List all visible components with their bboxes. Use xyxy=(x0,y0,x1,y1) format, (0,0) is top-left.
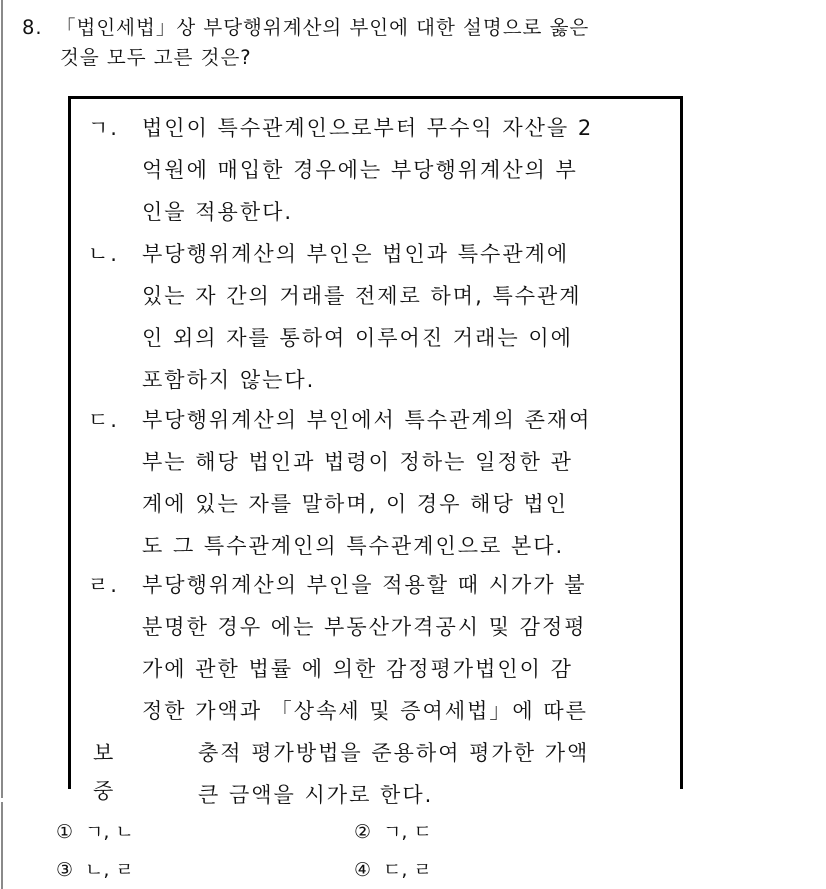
statement-line: 부는 해당 법인과 법령이 정하는 일정한 관 xyxy=(142,450,573,474)
statement-line: 가에 관한 법률 에 의한 감정평가법인이 감 xyxy=(142,657,573,681)
question-text-line2: 것을 모두 고른 것은? xyxy=(60,46,252,69)
statement-line: 인 외의 자를 통하여 이루어진 거래는 이에 xyxy=(142,326,573,350)
statement-a xyxy=(88,107,668,233)
choice-number: ③ xyxy=(56,859,74,881)
question-text-line1: 「법인세법」상 부당행위계산의 부인에 대한 설명으로 옳은 xyxy=(56,16,590,39)
stray-character-text: 중 xyxy=(93,779,114,803)
choice-text: ㄷ, ㄹ xyxy=(383,859,432,881)
statement-line: 충적 평가방법을 준용하여 평가한 가액 xyxy=(198,741,590,765)
statement-line: 분명한 경우 에는 부동산가격공시 및 감정평 xyxy=(142,615,587,639)
choice-text: ㄱ, ㄴ xyxy=(85,821,134,843)
question-stem xyxy=(22,13,802,73)
stray-character: 보 xyxy=(93,741,114,765)
statement-line: 법인이 특수관계인으로부터 무수익 자산을 2 xyxy=(142,116,594,140)
statement-line: 포함하지 않는다. xyxy=(142,368,316,392)
question-number: 8. xyxy=(22,16,43,39)
statement-marker: ㄹ. xyxy=(88,573,119,597)
statement-marker: ㄷ. xyxy=(88,408,119,432)
statement-line: 억원에 매입한 경우에는 부당행위계산의 부 xyxy=(142,158,578,182)
statement-line: 계에 있는 자를 말하며, 이 경우 해당 법인 xyxy=(142,492,568,516)
statement-line: 정한 가액과 「상속세 및 증여세법」에 따른 xyxy=(142,699,588,723)
statement-line: 도 그 특수관계인의 특수관계인으로 본다. xyxy=(142,534,565,558)
statement-marker: ㄱ. xyxy=(88,116,119,140)
stray-character xyxy=(93,774,113,812)
choice-text: ㄴ, ㄹ xyxy=(85,859,134,881)
choice-2[interactable] xyxy=(354,813,432,851)
choice-number: ① xyxy=(56,821,74,843)
choice-1[interactable] xyxy=(56,813,134,851)
statement-line: 부당행위계산의 부인에서 특수관계의 존재여 xyxy=(142,408,592,432)
statement-c xyxy=(88,399,668,567)
statement-line: 부당행위계산의 부인은 법인과 특수관계에 xyxy=(142,242,570,266)
statement-line: 있는 자 간의 거래를 전제로 하며, 특수관계 xyxy=(142,284,582,308)
left-margin-rule xyxy=(1,0,3,798)
choice-3[interactable] xyxy=(56,851,134,889)
statement-b xyxy=(88,233,668,401)
statement-line: 큰 금액을 시가로 한다. xyxy=(198,783,434,807)
choice-text: ㄱ, ㄷ xyxy=(383,821,432,843)
choice-4[interactable] xyxy=(354,851,432,889)
statement-d xyxy=(88,564,668,816)
choice-number: ② xyxy=(354,821,372,843)
statement-line: 부당행위계산의 부인을 적용할 때 시가가 불 xyxy=(142,573,587,597)
left-margin-rule xyxy=(1,802,3,889)
choice-number: ④ xyxy=(354,859,372,881)
statement-marker: ㄴ. xyxy=(88,242,119,266)
statement-line: 인을 적용한다. xyxy=(142,200,294,224)
